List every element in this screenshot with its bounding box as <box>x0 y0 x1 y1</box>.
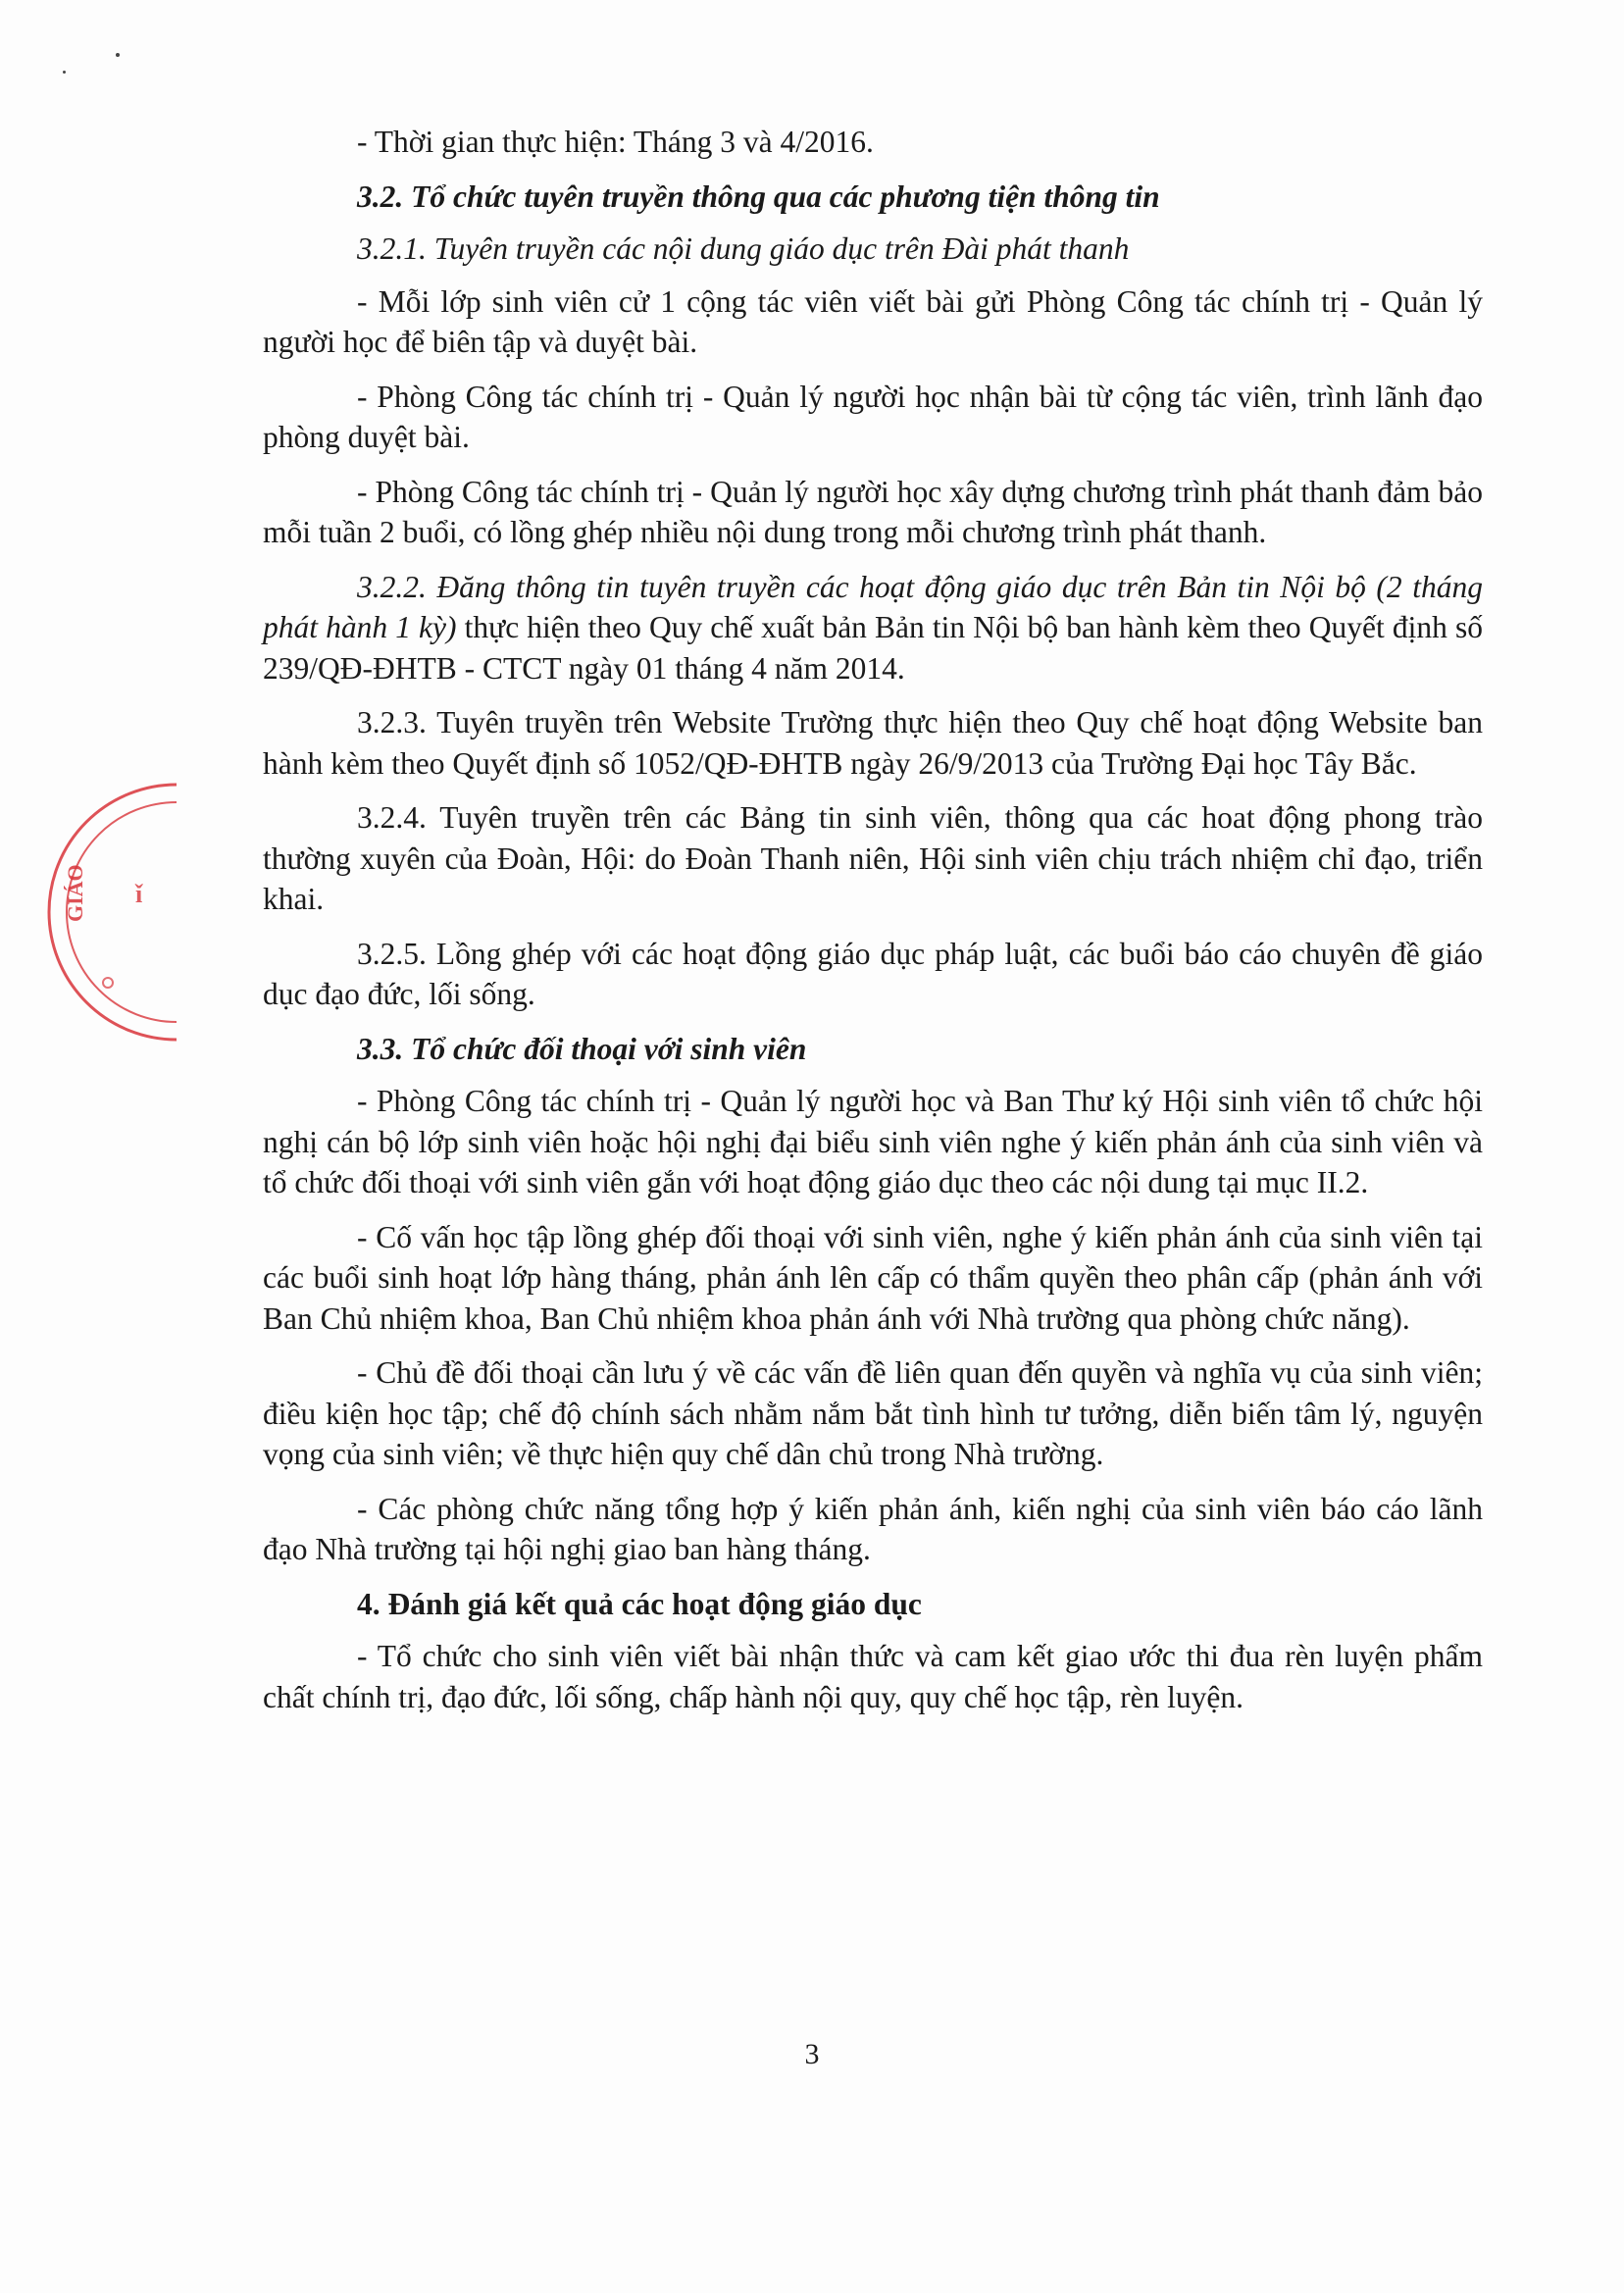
heading-4: 4. Đánh giá kết quả các hoạt động giáo dục <box>357 1586 922 1621</box>
heading-3-2-2: 3.2.2. Đăng thông tin tuyên truyền các hoạt động giáo dục trên Bản tin Nội bộ (2 tháng phát hành 1 kỳ) <box>263 569 1483 644</box>
paragraph: - Phòng Công tác chính trị - Quản lý người học và Ban Thư ký Hội sinh viên tổ chức hội nghị cán bộ lớp sinh viên hoặc hội nghị đại biểu sinh viên nghe ý kiến phản ánh của sinh viên và tổ chức đối thoại với sinh viên gắn với hoạt động giáo dục theo các nội dung tại mục II.2. <box>263 1084 1483 1199</box>
paragraph: - Tổ chức cho sinh viên viết bài nhận thức và cam kết giao ước thi đua rèn luyện phẩm chất chính trị, đạo đức, lối sống, chấp hành nội quy, quy chế học tập, rèn luyện. <box>263 1639 1483 1714</box>
paragraph-implementation-time: - Thời gian thực hiện: Tháng 3 và 4/2016. <box>357 125 874 159</box>
seal-text: GIÁO <box>63 864 87 922</box>
heading-3-2-1: 3.2.1. Tuyên truyền các nội dung giáo dục trên Đài phát thanh <box>357 231 1130 266</box>
paragraph: - Các phòng chức năng tổng hợp ý kiến phản ánh, kiến nghị của sinh viên báo cáo lãnh đạo Nhà trường tại hội nghị giao ban hàng tháng. <box>263 1491 1483 1566</box>
paragraph-3-2-3: 3.2.3. Tuyên truyền trên Website Trường thực hiện theo Quy chế hoạt động Website ban hành kèm theo Quyết định số 1052/QĐ-ĐHTB ngày 26/9/2013 của Trường Đại học Tây Bắc. <box>263 705 1483 781</box>
scan-speck <box>116 53 120 57</box>
page-number: 3 <box>804 2038 820 2070</box>
paragraph: - Cố vấn học tập lồng ghép đối thoại với sinh viên, nghe ý kiến phản ánh của sinh viên tại các buổi sinh hoạt lớp hàng tháng, phản ánh lên cấp có thẩm quyền theo phân cấp (phản ánh với Ban Chủ nhiệm khoa, Ban Chủ nhiệm khoa phản ánh với Nhà trường qua phòng chức năng). <box>263 1219 1483 1336</box>
document-body <box>263 122 1483 1731</box>
paragraph: - Mỗi lớp sinh viên cử 1 cộng tác viên viết bài gửi Phòng Công tác chính trị - Quản lý người học để biên tập và duyệt bài. <box>263 283 1483 359</box>
seal-mark: ǐ <box>135 880 143 908</box>
heading-3-3: 3.3. Tổ chức đối thoại với sinh viên <box>357 1031 807 1066</box>
paragraph-3-2-5: 3.2.5. Lồng ghép với các hoạt động giáo dục pháp luật, các buổi báo cáo chuyên đề giáo dục đạo đức, lối sống. <box>263 936 1483 1011</box>
paragraph-3-2-4: 3.2.4. Tuyên truyền trên các Bảng tin sinh viên, thông qua các hoat động phong trào thường xuyên của Đoàn, Hội: do Đoàn Thanh niên, Hội sinh viên chịu trách nhiệm chỉ đạo, triển khai. <box>263 800 1483 916</box>
paragraph-3-2-2-text: thực hiện theo Quy chế xuất bản Bản tin Nội bộ ban hành kèm theo Quyết định số 239/QĐ-ĐHTB - CTCT ngày 01 tháng 4 năm 2014. <box>263 610 1483 686</box>
paragraph: - Phòng Công tác chính trị - Quản lý người học xây dựng chương trình phát thanh đảm bảo mỗi tuần 2 buổi, có lồng ghép nhiều nội dung trong mỗi chương trình phát thanh. <box>263 474 1483 549</box>
paragraph: - Chủ đề đối thoại cần lưu ý về các vấn đề liên quan đến quyền và nghĩa vụ của sinh viên; điều kiện học tập; chế độ chính sách nhằm nắm bắt tình hình tư tưởng, diễn biến tâm lý, nguyện vọng của sinh viên; về thực hiện quy chế dân chủ trong Nhà trường. <box>263 1355 1483 1471</box>
official-seal <box>39 775 177 1049</box>
scan-speck <box>63 71 66 74</box>
heading-3-2: 3.2. Tổ chức tuyên truyền thông qua các phương tiện thông tin <box>357 178 1160 214</box>
paragraph-3-2-2 <box>263 567 1483 689</box>
paragraph: - Phòng Công tác chính trị - Quản lý người học nhận bài từ cộng tác viên, trình lãnh đạo phòng duyệt bài. <box>263 379 1483 454</box>
